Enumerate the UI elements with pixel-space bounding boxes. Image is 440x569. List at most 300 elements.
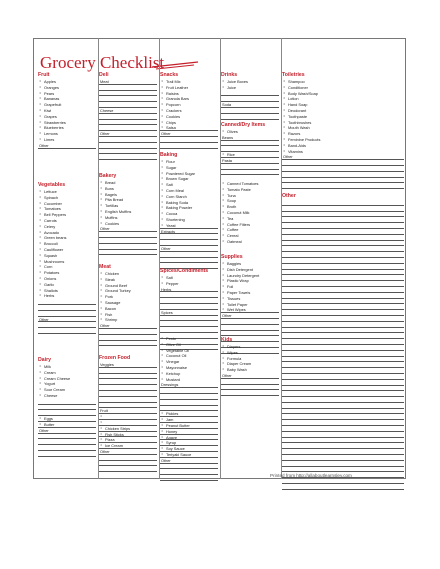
line-label: Ice Cream bbox=[105, 443, 123, 449]
bullet-icon: • bbox=[283, 90, 285, 95]
bullet-icon: • bbox=[100, 208, 102, 213]
item-label: Foil bbox=[227, 284, 234, 290]
item-label: Flour bbox=[166, 159, 175, 164]
bullet-icon: • bbox=[283, 148, 285, 153]
section-header: Baking bbox=[160, 152, 178, 158]
line-label: Salsa bbox=[166, 125, 176, 131]
item-label: Limes bbox=[44, 136, 55, 142]
bullet-icon: • bbox=[161, 84, 163, 89]
section-header: Meat bbox=[99, 264, 111, 270]
write-in-line[interactable] bbox=[99, 250, 157, 256]
bullet-icon: • bbox=[222, 209, 224, 214]
bullet-icon: • bbox=[161, 434, 163, 439]
item-label: Steak bbox=[105, 276, 115, 282]
bullet-icon: • bbox=[39, 194, 41, 199]
bullet-icon: • bbox=[222, 84, 224, 89]
bullet-icon: • bbox=[161, 125, 163, 130]
item-label: Conditioner bbox=[288, 84, 308, 90]
bullet-icon: • bbox=[39, 79, 41, 83]
item-label: Cookies bbox=[166, 113, 181, 119]
item-label: Corn Starch bbox=[166, 193, 187, 199]
item-label: Shortening bbox=[166, 216, 185, 222]
bullet-icon: • bbox=[39, 223, 41, 228]
item-label: Apples bbox=[44, 79, 56, 84]
bullet-icon: • bbox=[100, 294, 102, 299]
item-label: Fruit Leather bbox=[166, 84, 189, 90]
bullet-icon: • bbox=[161, 353, 163, 358]
item-label: Herbs bbox=[44, 293, 55, 299]
line-label: Other bbox=[222, 313, 232, 319]
write-in-line[interactable] bbox=[221, 390, 279, 396]
bullet-icon: • bbox=[39, 235, 41, 240]
bullet-icon: • bbox=[100, 299, 102, 304]
write-in-line[interactable] bbox=[221, 170, 279, 176]
item-label: Oranges bbox=[44, 84, 59, 90]
item-label: Corn Meal bbox=[166, 187, 184, 193]
item-label: Cheese bbox=[44, 392, 58, 398]
bullet-icon: • bbox=[161, 411, 163, 416]
item-label: Coffee Filters bbox=[227, 221, 251, 227]
bullet-icon: • bbox=[161, 428, 163, 433]
bullet-icon: • bbox=[161, 102, 163, 107]
bullet-icon: • bbox=[222, 215, 224, 220]
bullet-icon: • bbox=[161, 205, 163, 210]
bullet-icon: • bbox=[100, 443, 102, 448]
item-label: Coconut Oil bbox=[166, 353, 187, 359]
bullet-icon: • bbox=[39, 275, 41, 280]
bullet-icon: • bbox=[161, 187, 163, 192]
bullet-icon: • bbox=[161, 107, 163, 112]
section-canned-dry-items bbox=[221, 122, 279, 175]
item-label: Grapefruit bbox=[44, 102, 62, 108]
line-label: Chicken Strips bbox=[105, 425, 131, 431]
bullet-icon: • bbox=[39, 131, 41, 136]
line-label: Fish Sticks bbox=[105, 431, 124, 437]
bullet-icon: • bbox=[222, 367, 224, 372]
item-label: Cream Cheese bbox=[44, 375, 71, 381]
line-label: Dressings bbox=[161, 382, 179, 388]
item-label: Oatmeal bbox=[227, 238, 242, 244]
item-label: Mouth Wash bbox=[288, 125, 310, 131]
write-in-line[interactable] bbox=[282, 183, 404, 189]
item-label: Dish Detergent bbox=[227, 266, 253, 272]
item-label: Carrots bbox=[44, 217, 57, 223]
bullet-icon: • bbox=[161, 440, 163, 445]
section-vegetables bbox=[38, 182, 96, 334]
section-header: Canned/Dry Items bbox=[221, 122, 266, 128]
line-label: Syrup bbox=[166, 440, 177, 446]
item-label: Buns bbox=[105, 185, 114, 191]
item-label: Ground Beef bbox=[105, 282, 128, 288]
item-label: Plastic Wrap bbox=[227, 278, 249, 284]
bullet-icon: • bbox=[283, 102, 285, 107]
item-label: Band-Aids bbox=[288, 142, 306, 148]
section-header: Fruit bbox=[38, 72, 50, 78]
item-label: Baking Soda bbox=[166, 199, 189, 205]
bullet-icon: • bbox=[161, 347, 163, 352]
item-label: Baby Wash bbox=[227, 367, 247, 373]
bullet-icon: • bbox=[283, 125, 285, 130]
item-label: Juice Boxes bbox=[227, 79, 248, 84]
bullet-icon: • bbox=[39, 381, 41, 386]
item-label: Kiwi bbox=[44, 107, 52, 113]
write-in-line[interactable] bbox=[160, 475, 218, 481]
bullet-icon: • bbox=[161, 359, 163, 364]
line-label: Yeast bbox=[166, 222, 176, 228]
item-label: Chips bbox=[166, 119, 176, 125]
bullet-icon: • bbox=[283, 136, 285, 141]
bullet-icon: • bbox=[39, 102, 41, 107]
write-in-line[interactable] bbox=[282, 484, 404, 490]
section-frozen-food bbox=[99, 355, 157, 472]
bullet-icon: • bbox=[222, 233, 224, 238]
item-label: Avocado bbox=[44, 229, 60, 235]
bullet-icon: • bbox=[39, 229, 41, 234]
item-label: Sugar bbox=[166, 164, 177, 170]
line-label: Fruit bbox=[100, 408, 108, 414]
line-label: Other bbox=[283, 154, 293, 160]
line-label: Other bbox=[161, 245, 171, 251]
line-label: Soy Sauce bbox=[166, 446, 185, 452]
section-deli bbox=[99, 72, 157, 160]
item-label: Vinegar bbox=[166, 359, 180, 365]
bullet-icon: • bbox=[222, 261, 224, 265]
bullet-icon: • bbox=[222, 198, 224, 203]
bullet-icon: • bbox=[39, 252, 41, 257]
item-label: Fish bbox=[105, 311, 113, 317]
bullet-icon: • bbox=[39, 369, 41, 374]
bullet-icon: • bbox=[100, 271, 102, 275]
section-header: Dairy bbox=[38, 357, 51, 363]
bullet-icon: • bbox=[100, 180, 102, 184]
section-header: Toiletries bbox=[282, 72, 305, 78]
line-label: Pasta bbox=[222, 157, 232, 163]
bullet-icon: • bbox=[161, 170, 163, 175]
line-label: Soda bbox=[222, 102, 232, 108]
item-label: Cereal bbox=[227, 233, 239, 239]
bullet-icon: • bbox=[39, 107, 41, 112]
line-label: Teriyaki Sauce bbox=[166, 451, 192, 457]
item-label: Salt bbox=[166, 275, 173, 280]
bullet-icon: • bbox=[39, 258, 41, 263]
write-in-line[interactable] bbox=[99, 341, 157, 347]
item-label: Vegetable Oil bbox=[166, 347, 190, 353]
item-label: Body Wash/Soap bbox=[288, 90, 318, 96]
item-label: Cauliflower bbox=[44, 246, 64, 252]
bullet-icon: • bbox=[222, 307, 224, 312]
write-in-line[interactable] bbox=[99, 466, 157, 472]
bullet-icon: • bbox=[161, 341, 163, 346]
write-in-line[interactable] bbox=[38, 143, 96, 149]
item-label: Coffee bbox=[227, 227, 239, 233]
item-label: Spinach bbox=[44, 194, 59, 200]
item-label: Bell Peppers bbox=[44, 212, 67, 218]
section-header: Snacks bbox=[160, 72, 179, 78]
bullet-icon: • bbox=[100, 419, 102, 424]
section-header: Bakery bbox=[99, 173, 117, 179]
bullet-icon: • bbox=[39, 416, 41, 421]
item-label: Broccoli bbox=[44, 241, 58, 247]
line-label: Other bbox=[39, 427, 49, 433]
section-header: Drinks bbox=[221, 72, 238, 78]
bullet-icon: • bbox=[222, 295, 224, 300]
line-label: Honey bbox=[166, 428, 178, 434]
item-label: Chicken bbox=[105, 271, 120, 276]
bullet-icon: • bbox=[283, 96, 285, 101]
item-label: Cream bbox=[44, 369, 56, 375]
bullet-icon: • bbox=[39, 392, 41, 397]
bullet-icon: • bbox=[39, 246, 41, 251]
item-label: Canned Tomatoes bbox=[227, 181, 259, 186]
line-label: Spices bbox=[161, 309, 173, 315]
item-label: Lotion bbox=[288, 96, 299, 102]
line-label: Other bbox=[100, 448, 110, 454]
bullet-icon: • bbox=[100, 431, 102, 436]
item-label: Squash bbox=[44, 252, 58, 258]
bullet-icon: • bbox=[100, 311, 102, 316]
bullet-icon: • bbox=[39, 84, 41, 89]
bullet-icon: • bbox=[161, 376, 163, 381]
item-label: Bagels bbox=[105, 191, 117, 197]
item-label: Brown Sugar bbox=[166, 176, 189, 182]
line-label: Extracts bbox=[161, 228, 176, 234]
line-label: Other bbox=[100, 131, 110, 137]
section-toiletries bbox=[282, 72, 404, 189]
bullet-icon: • bbox=[161, 199, 163, 204]
section-fruit bbox=[38, 72, 96, 149]
bullet-icon: • bbox=[161, 193, 163, 198]
bullet-icon: • bbox=[161, 164, 163, 169]
bullet-icon: • bbox=[100, 437, 102, 442]
bullet-icon: • bbox=[222, 181, 224, 185]
bullet-icon: • bbox=[100, 185, 102, 190]
bullet-icon: • bbox=[39, 90, 41, 95]
bullet-icon: • bbox=[39, 293, 41, 298]
item-label: Yogurt bbox=[44, 381, 56, 387]
bullet-icon: • bbox=[222, 204, 224, 209]
write-in-line[interactable] bbox=[160, 143, 218, 149]
section-header: Vegetables bbox=[38, 182, 66, 188]
bullet-icon: • bbox=[222, 344, 224, 348]
bullet-icon: • bbox=[100, 191, 102, 196]
section-baking bbox=[160, 152, 218, 269]
line-label: Herbs bbox=[161, 286, 172, 292]
bullet-icon: • bbox=[100, 288, 102, 293]
item-label: Pepper bbox=[166, 280, 179, 286]
bullet-icon: • bbox=[222, 186, 224, 191]
item-label: Juice bbox=[227, 84, 237, 90]
item-label: Cookies bbox=[105, 220, 120, 226]
item-label: Celery bbox=[44, 223, 56, 229]
line-label: Rice bbox=[227, 152, 235, 158]
bullet-icon: • bbox=[39, 287, 41, 292]
item-label: Garlic bbox=[44, 281, 55, 287]
item-label: Tomato Paste bbox=[227, 186, 251, 192]
item-label: Pork bbox=[105, 294, 113, 300]
item-label: Toilet Paper bbox=[227, 301, 248, 307]
section-bakery bbox=[99, 173, 157, 255]
bullet-icon: • bbox=[161, 119, 163, 124]
bullet-icon: • bbox=[100, 425, 102, 430]
bullet-icon: • bbox=[39, 364, 41, 368]
line-label: Cheese bbox=[100, 107, 114, 113]
item-label: Deodorant bbox=[288, 107, 307, 113]
section-drinks bbox=[221, 72, 279, 120]
item-label: Mayonnaise bbox=[166, 364, 187, 370]
item-label: Wipes bbox=[227, 349, 238, 355]
bullet-icon: • bbox=[222, 301, 224, 306]
item-label: Mustard bbox=[166, 376, 181, 382]
item-label: Lemons bbox=[44, 131, 58, 137]
bullet-icon: • bbox=[100, 305, 102, 310]
line-label: Other bbox=[222, 372, 232, 378]
bullet-icon: • bbox=[39, 212, 41, 217]
line-label: Other bbox=[161, 457, 171, 463]
item-label: Soup bbox=[227, 198, 237, 204]
item-label: Trail Mix bbox=[166, 79, 181, 84]
section-dairy bbox=[38, 357, 96, 457]
item-label: Shallots bbox=[44, 287, 58, 293]
section-header: Spices/Condiments bbox=[160, 268, 209, 274]
bullet-icon: • bbox=[222, 289, 224, 294]
write-in-line[interactable] bbox=[38, 328, 96, 334]
item-label: Potatoes bbox=[44, 270, 60, 276]
item-label: Muffins bbox=[105, 214, 118, 220]
bullet-icon: • bbox=[161, 113, 163, 118]
line-label: Other bbox=[39, 316, 49, 322]
item-label: Hand Soap bbox=[288, 102, 308, 108]
item-label: Cocoa bbox=[166, 211, 178, 217]
bullet-icon: • bbox=[100, 414, 102, 419]
item-label: Strawberries bbox=[44, 119, 66, 125]
item-label: Razors bbox=[288, 131, 301, 137]
bullet-icon: • bbox=[39, 375, 41, 380]
section-header: Other bbox=[282, 193, 296, 199]
section-header: Supplies bbox=[221, 254, 243, 260]
item-label: Raisins bbox=[166, 90, 179, 96]
item-label: Shampoo bbox=[288, 79, 305, 84]
write-in-line[interactable] bbox=[221, 114, 279, 120]
item-label: Feminine Products bbox=[288, 136, 321, 142]
line-label: Pickles bbox=[166, 411, 179, 417]
bullet-icon: • bbox=[283, 113, 285, 118]
item-label: Pears bbox=[44, 90, 55, 96]
bullet-icon: • bbox=[161, 364, 163, 369]
bullet-icon: • bbox=[283, 107, 285, 112]
bullet-icon: • bbox=[100, 276, 102, 281]
bullet-icon: • bbox=[283, 131, 285, 136]
item-label: Sour Cream bbox=[44, 387, 65, 393]
bullet-icon: • bbox=[161, 336, 163, 340]
write-in-line[interactable] bbox=[99, 154, 157, 160]
line-label: Butter bbox=[44, 421, 55, 427]
bullet-icon: • bbox=[39, 270, 41, 275]
item-label: Lettuce bbox=[44, 189, 57, 194]
printed-from-footer: Printed from http://allaboutlearnsley.com bbox=[270, 473, 352, 478]
item-label: Tuna bbox=[227, 192, 236, 198]
bullet-icon: • bbox=[222, 192, 224, 197]
line-label: Other bbox=[161, 131, 171, 137]
write-in-line[interactable] bbox=[38, 451, 96, 457]
bullet-icon: • bbox=[161, 176, 163, 181]
bullet-icon: • bbox=[222, 152, 224, 157]
bullet-icon: • bbox=[222, 272, 224, 277]
bullet-icon: • bbox=[161, 159, 163, 163]
line-label: Jam bbox=[166, 417, 174, 423]
item-label: Bread bbox=[105, 180, 116, 185]
item-label: Ketchup bbox=[166, 370, 181, 376]
section-meat bbox=[99, 264, 157, 346]
item-label: Salt bbox=[166, 182, 173, 188]
bullet-icon: • bbox=[283, 119, 285, 124]
line-label: Wet Wipes bbox=[227, 307, 246, 313]
bullet-icon: • bbox=[222, 355, 224, 360]
section-header: Kids bbox=[221, 337, 233, 343]
bullet-icon: • bbox=[100, 203, 102, 208]
item-label: Laundry Detergent bbox=[227, 272, 260, 278]
bullet-icon: • bbox=[222, 278, 224, 283]
item-label: Shrimp bbox=[105, 317, 118, 323]
bullet-icon: • bbox=[222, 238, 224, 243]
item-label: Olive Oil bbox=[166, 341, 181, 347]
item-label: Olives bbox=[227, 129, 238, 134]
line-label: Veggies bbox=[100, 362, 114, 367]
bullet-icon: • bbox=[161, 96, 163, 101]
bullet-icon: • bbox=[222, 129, 224, 133]
section-snacks bbox=[160, 72, 218, 149]
line-label: Other bbox=[100, 323, 110, 329]
bullet-icon: • bbox=[222, 361, 224, 366]
item-label: Tissues bbox=[227, 295, 241, 301]
item-label: Bacon bbox=[105, 305, 117, 311]
line-label: Peanut Butter bbox=[166, 422, 190, 428]
bullet-icon: • bbox=[161, 275, 163, 279]
bullet-icon: • bbox=[161, 79, 163, 83]
bullet-icon: • bbox=[161, 280, 163, 285]
item-label: Crackers bbox=[166, 107, 182, 113]
item-label: Powdered Sugar bbox=[166, 170, 195, 176]
section-header: Deli bbox=[99, 72, 109, 78]
page-title: Grocery Checklist bbox=[40, 53, 165, 72]
section-canned-dry-list bbox=[221, 181, 279, 245]
item-label: Toothbrushes bbox=[288, 119, 312, 125]
bullet-icon: • bbox=[222, 349, 224, 354]
bullet-icon: • bbox=[161, 211, 163, 216]
bullet-icon: • bbox=[222, 79, 224, 83]
line-label: Eggs bbox=[44, 416, 53, 422]
item-label: Sausage bbox=[105, 299, 121, 305]
bullet-icon: • bbox=[100, 214, 102, 219]
line-label: Agave bbox=[166, 434, 178, 440]
bullet-icon: • bbox=[39, 96, 41, 101]
item-label: Blueberries bbox=[44, 125, 64, 131]
bullet-icon: • bbox=[161, 451, 163, 456]
line-label: Other bbox=[39, 142, 49, 148]
item-label: Ground Turkey bbox=[105, 288, 131, 294]
bullet-icon: • bbox=[39, 200, 41, 205]
item-label: Green beans bbox=[44, 235, 67, 241]
checklist-item[interactable] bbox=[221, 239, 279, 245]
bullet-icon: • bbox=[39, 206, 41, 211]
section-kids bbox=[221, 337, 279, 396]
item-label: Diapers bbox=[227, 344, 241, 349]
item-label: Mushrooms bbox=[44, 258, 65, 264]
line-label: Beans bbox=[222, 134, 234, 140]
bullet-icon: • bbox=[283, 79, 285, 83]
item-label: Baggies bbox=[227, 261, 242, 266]
bullet-icon: • bbox=[39, 264, 41, 269]
item-label: Pesto bbox=[166, 336, 176, 341]
